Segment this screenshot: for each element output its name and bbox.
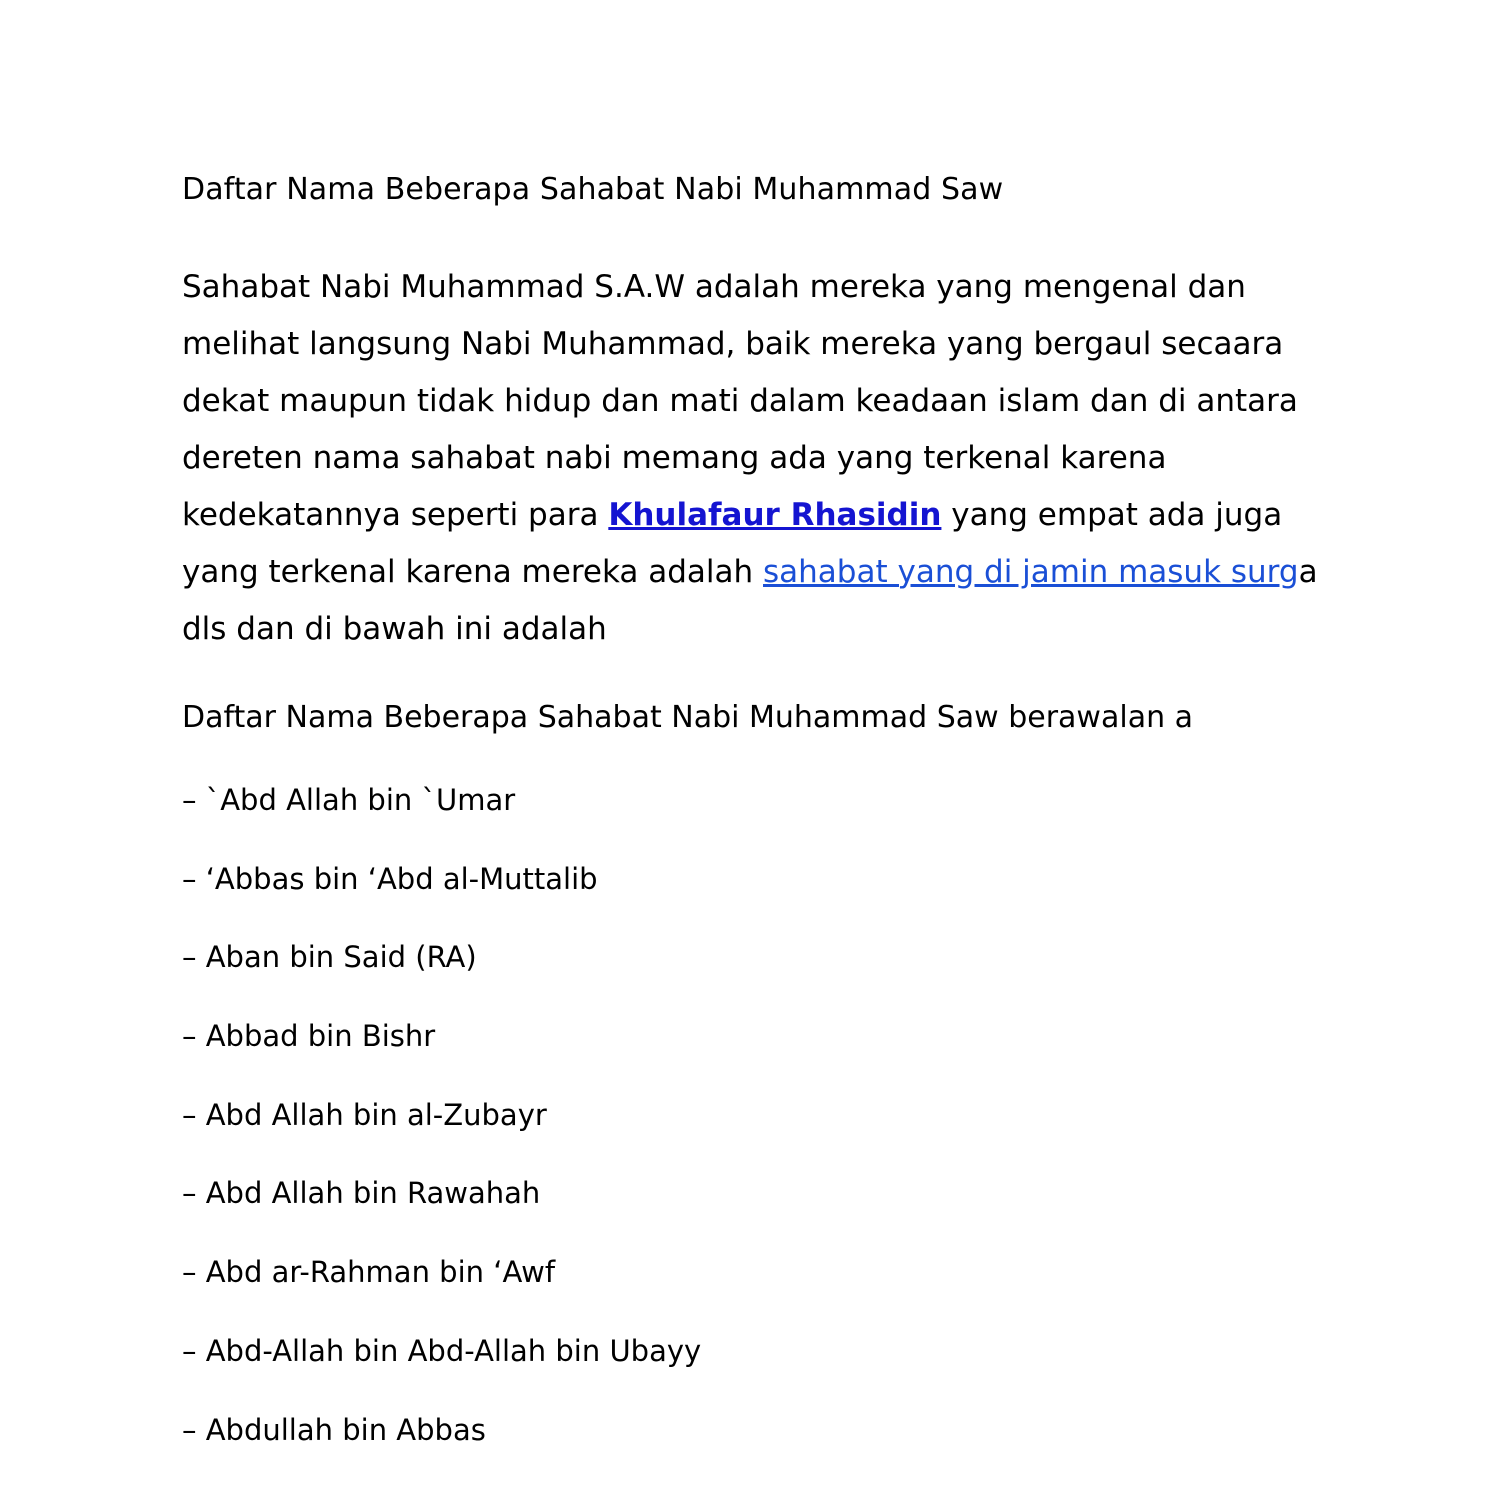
- section-heading: Daftar Nama Beberapa Sahabat Nabi Muhammad Saw berawalan a: [182, 699, 1194, 735]
- list-item: – Abbad bin Bishr: [182, 1019, 436, 1054]
- list-item: – Abdullah bin Abbas: [182, 1412, 486, 1447]
- list-item: – Aban bin Said (RA): [182, 940, 477, 975]
- link-sahabat-dijamin-surga[interactable]: sahabat yang di jamin masuk surg: [763, 553, 1299, 590]
- intro-text-part-1: Sahabat Nabi Muhammad S.A.W adalah mereka yang mengenal dan melihat langsung Nabi Muhammad, baik mereka yang bergaul secaara dekat maupun tidak hidup dan mati dalam keadaan islam dan di antara dereten nama sahabat nabi memang ada yang terkenal karena kedekatannya seperti para: [182, 268, 1298, 533]
- names-list: [182, 782, 1320, 1449]
- list-item: – ‘Abbas bin ‘Abd al-Muttalib: [182, 861, 598, 896]
- intro-paragraph: [182, 259, 1320, 658]
- list-item: – Abd Allah bin Rawahah: [182, 1176, 541, 1211]
- list-item: – Abd-Allah bin Abd-Allah bin Ubayy: [182, 1333, 702, 1368]
- link-khulafaur-rhasidin[interactable]: Khulafaur Rhasidin: [608, 496, 942, 533]
- intro-text-part-2: yang empat ada juga yang terkenal karena mereka adalah: [182, 496, 1283, 590]
- list-item: – Abd ar-Rahman bin ‘Awf: [182, 1255, 556, 1290]
- list-item: – Abd Allah bin al-Zubayr: [182, 1097, 547, 1132]
- intro-text-part-3: a dls dan di bawah ini adalah: [182, 553, 1318, 647]
- list-item: – `Abd Allah bin `Umar: [182, 783, 516, 817]
- document-title: Daftar Nama Beberapa Sahabat Nabi Muhammad Saw: [182, 172, 1004, 207]
